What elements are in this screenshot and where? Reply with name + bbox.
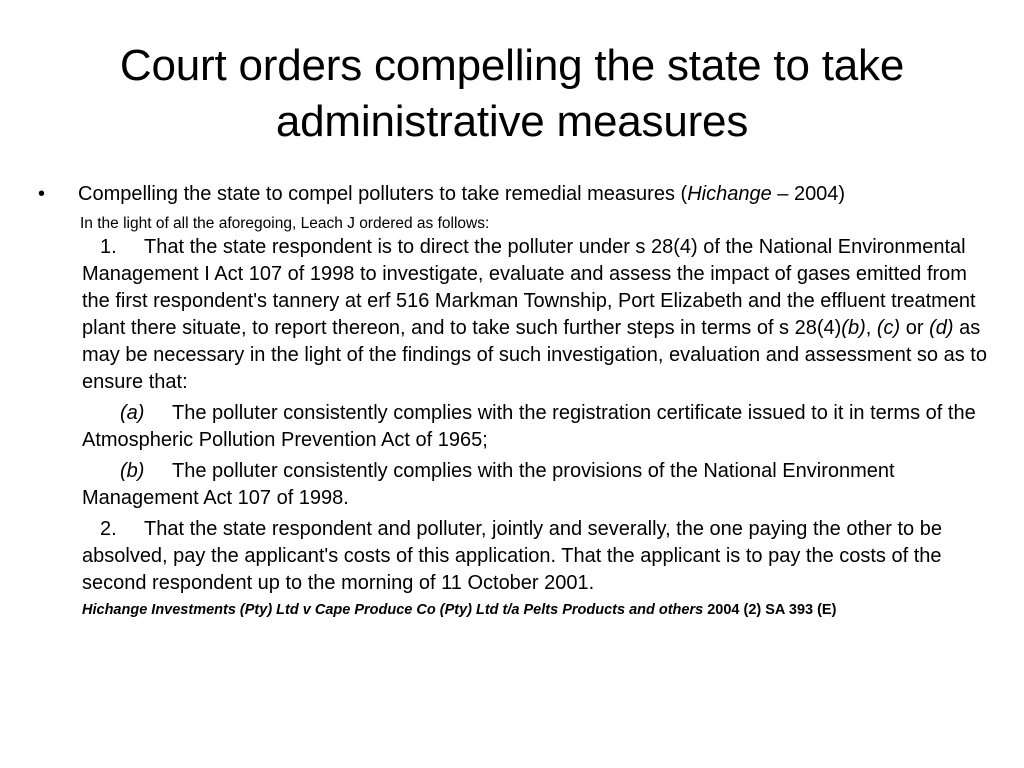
sub-text: The polluter consistently complies with the registration certificate issued to it in terms of the Atmospheric Pollution Prevention Act of 1965; (82, 402, 976, 451)
bullet-case-name: Hichange (687, 183, 772, 205)
slide-title: Court orders compelling the state to take administrative measures (119, 41, 905, 146)
order-number: 2. (100, 518, 117, 540)
bullet-icon: • (38, 183, 46, 205)
order-number: 1. (100, 236, 117, 258)
citation-case: Hichange Investments (Pty) Ltd v Cape Produce Co (Pty) Ltd t/a Pelts Products and others (82, 602, 704, 618)
sub-text: The polluter consistently complies with the provisions of the National Environment Management Act 107 of 1998. (82, 460, 895, 509)
order-intro: In the light of all the aforegoing, Leach J ordered as follows: (80, 215, 490, 232)
ref-b: (b) (841, 317, 866, 339)
separator: or (900, 317, 930, 339)
case-citation (82, 599, 992, 621)
sub-label: (b) (120, 460, 145, 482)
bullet-text-end: – 2004) (771, 183, 846, 205)
order-item-1 (82, 234, 992, 396)
sub-label: (a) (120, 402, 145, 424)
sub-item-a (82, 400, 992, 454)
citation-ref: 2004 (2) SA 393 (E) (703, 602, 837, 618)
order-text: That the state respondent and polluter, jointly and severally, the one paying the other to be absolved, pay the applicant's costs of this application. That the applicant is to pay the costs of the second respondent up to the morning of 11 October 2001. (82, 518, 942, 594)
order-text: That the state respondent is to direct the polluter under s 28(4) of the National Environmental Management I Act 107 of 1998 to investigate, evaluate and assess the impact of gases emitted from the first respondent's tannery at erf 516 Markman Township, Port Elizabeth and the effluent treatment plant there situate, to report thereon, and to take such further steps in terms of s 28(4) (82, 236, 976, 339)
ref-c: (c) (876, 317, 901, 339)
order-text-end: as may be necessary in the light of the findings of such investigation, evaluation and assessment so as to ensure that: (82, 317, 987, 393)
sub-item-b (82, 458, 992, 512)
bullet-item (38, 182, 988, 206)
order-item-2 (82, 516, 992, 597)
separator: , (865, 317, 877, 339)
ref-d: (d) (929, 317, 954, 339)
slide-body (0, 182, 1024, 621)
bullet-text: Compelling the state to compel polluters to take remedial measures ( (78, 183, 688, 205)
